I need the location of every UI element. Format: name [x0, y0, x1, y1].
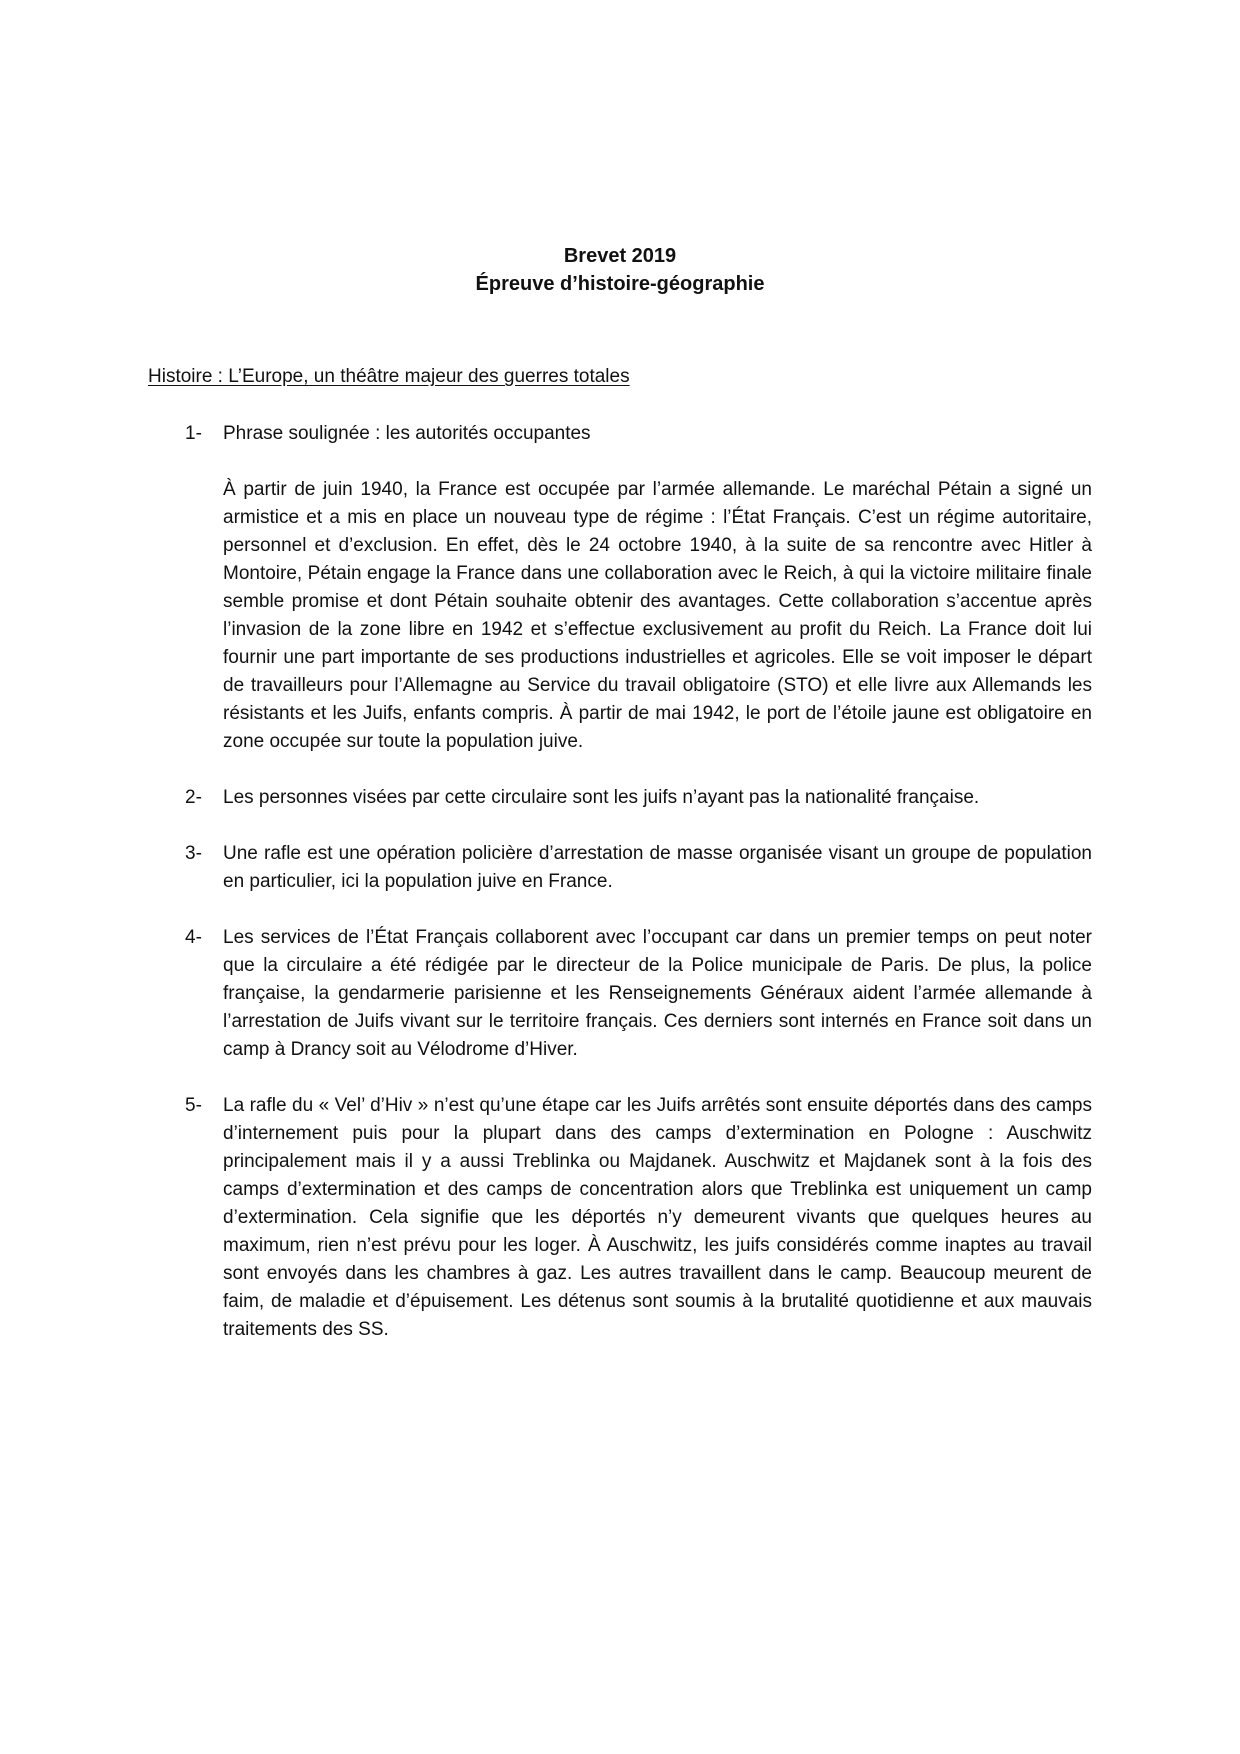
answer-number: 2-	[185, 787, 202, 808]
spacer	[185, 756, 1092, 784]
answer-text: La rafle du « Vel’ d’Hiv » n’est qu’une étape car les Juifs arrêtés sont ensuite déportés dans des camps d’internement puis pour la plupart dans des camps d’extermination en Pologne : Auschwitz principalement mais il y a aussi Treblinka ou Majdanek. Auschwitz et Majdanek sont à la fois des camps d’extermination et des camps de concentration alors que Treblinka est uniquement un camp d’extermination. Cela signifie que les déportés n’y demeurent vivants que quelques heures au maximum, rien n’est prévu pour les loger. À Auschwitz, les juifs considérés comme inaptes au travail sont envoyés dans les chambres à gaz. Les autres travaillent dans le camp. Beaucoup meurent de faim, de maladie et d’épuisement. Les détenus sont soumis à la brutalité quotidienne et aux mauvais traitements des SS.	[223, 1095, 1092, 1340]
answer-text: Les services de l’État Français collaborent avec l’occupant car dans un premier temps on peut noter que la circulaire a été rédigée par le directeur de la Police municipale de Paris. De plus, la police française, la gendarmerie parisienne et les Renseignements Généraux aident l’armée allemande à l’arrestation de Juifs vivant sur le territoire français. Ces derniers sont internés en France soit dans un camp à Drancy soit au Vélodrome d’Hiver.	[223, 927, 1092, 1060]
spacer	[185, 896, 1092, 924]
answer-number: 4-	[185, 927, 202, 948]
answer-3	[185, 840, 1092, 896]
answer-list	[185, 420, 1092, 1344]
answer-number: 1-	[185, 423, 202, 444]
answer-text: Les personnes visées par cette circulaire sont les juifs n’ayant pas la nationalité française.	[223, 787, 980, 808]
answer-1	[185, 420, 1092, 756]
answer-number: 5-	[185, 1095, 202, 1116]
answer-number: 3-	[185, 843, 202, 864]
document-title	[0, 242, 1240, 298]
answer-text: Une rafle est une opération policière d’arrestation de masse organisée visant un groupe de population en particulier, ici la population juive en France.	[223, 843, 1092, 892]
title-line-1: Brevet 2019	[563, 245, 677, 267]
answer-2	[185, 784, 1092, 812]
title-line-2: Épreuve d’histoire-géographie	[475, 273, 765, 295]
section-heading: Histoire : L’Europe, un théâtre majeur des guerres totales	[148, 366, 630, 387]
answer-paragraph: À partir de juin 1940, la France est occupée par l’armée allemande. Le maréchal Pétain a signé un armistice et a mis en place un nouveau type de régime : l’État Français. C’est un régime autoritaire, personnel et d’exclusion. En effet, dès le 24 octobre 1940, à la suite de sa rencontre avec Hitler à Montoire, Pétain engage la France dans une collaboration avec le Reich, à qui la victoire militaire finale semble promise et dont Pétain souhaite obtenir des avantages. Cette collaboration s’accentue après l’invasion de la zone libre en 1942 et s’effectue exclusivement au profit du Reich. La France doit lui fournir une part importante de ses productions industrielles et agricoles. Elle se voit imposer le départ de travailleurs pour l’Allemagne au Service du travail obligatoire (STO) et elle livre aux Allemands les résistants et les Juifs, enfants compris. À partir de mai 1942, le port de l’étoile jaune est obligatoire en zone occupée sur toute la population juive.	[223, 479, 1092, 752]
answer-text: Phrase soulignée : les autorités occupantes	[223, 423, 591, 444]
answer-5	[185, 1092, 1092, 1344]
answer-4	[185, 924, 1092, 1064]
spacer	[185, 812, 1092, 840]
spacer	[185, 1064, 1092, 1092]
